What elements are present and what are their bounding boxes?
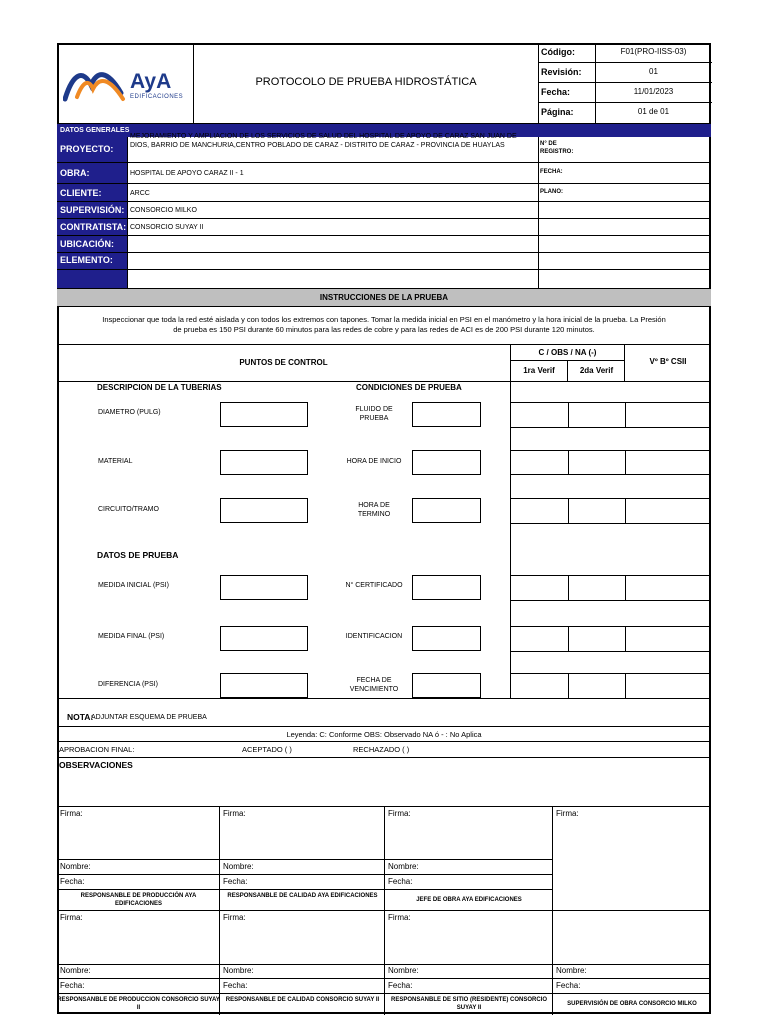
approval-aceptado[interactable]: ACEPTADO ( ) [242, 745, 292, 754]
medida-final-label: MEDIDA FINAL (PSI) [98, 633, 165, 640]
vb-header: Vº Bº CSII [649, 357, 687, 366]
verif-1-header: 1ra Verif [523, 366, 555, 375]
role-residente-suyay: RESPONSANBLE DE SITIO (RESIDENTE) CONSORCIO SUYAY II [390, 997, 547, 1011]
legend-text: Leyenda: C: Conforme OBS: Observado NA ó - : No Aplica [286, 730, 482, 739]
circuito-field[interactable] [220, 498, 308, 523]
legend-row [57, 726, 711, 742]
aya-logo [63, 63, 131, 103]
instructions-line-1: Inspeccionar que toda la red esté aislada y con todos los extremos con tapones. Tomar la medida inicial en PSI en el manómetro y la hora inicial de la prueba. La Presión [102, 315, 666, 324]
vencimiento-label-2: VENCIMIENTO [349, 686, 399, 693]
firma-label: Firma: [60, 913, 83, 922]
general-row-cliente [57, 184, 711, 202]
meta-label: Página: [541, 107, 574, 117]
obra-value: HOSPITAL DE APOYO CARAZ II - 1 [130, 170, 244, 177]
diametro-label: DIAMETRO (PULG) [98, 409, 161, 416]
instructions-line-2: de prueba es 150 PSI durante 60 minutos para las redes de cobre y para las redes de ACI es de 200 PSI durante 120 minutos. [173, 325, 595, 334]
nombre-label: Nombre: [388, 862, 419, 871]
nota-label: NOTA: [67, 712, 94, 722]
diferencia-label: DIFERENCIA (PSI) [98, 681, 158, 688]
nombre-label: Nombre: [60, 966, 91, 975]
fecha-sign-label: Fecha: [223, 981, 248, 990]
hora-termino-label-1: HORA DE [358, 502, 390, 509]
fecha-sign-label: Fecha: [388, 981, 413, 990]
hora-inicio-field[interactable] [412, 450, 481, 475]
hora-termino-label-2: TERMINO [357, 511, 391, 518]
role-calidad-suyay: RESPONSANBLE DE CALIDAD CONSORCIO SUYAY II [225, 997, 380, 1003]
role-produccion-aya: RESPONSANBLE DE PRODUCCIÓN AYA EDIFICACIONES [80, 893, 197, 907]
medida-final-field[interactable] [220, 626, 308, 651]
cliente-value: ARCC [130, 190, 150, 197]
diferencia-field[interactable] [220, 673, 308, 698]
material-field[interactable] [220, 450, 308, 475]
general-row-elemento [57, 253, 711, 270]
brand-sub: EDIFICACIONES [130, 94, 184, 100]
general-row-empty [57, 270, 711, 288]
supervision-value: CONSORCIO MILKO [130, 207, 197, 214]
firma-label: Firma: [60, 809, 83, 818]
instructions-bar [57, 288, 711, 307]
diametro-field[interactable] [220, 402, 308, 427]
approval-rechazado[interactable]: RECHAZADO ( ) [353, 745, 410, 754]
ubicacion-label: UBICACIÓN: [60, 239, 114, 249]
nombre-label: Nombre: [388, 966, 419, 975]
hora-termino-field[interactable] [412, 498, 481, 523]
header [57, 43, 711, 123]
fecha-sign-label: Fecha: [388, 877, 413, 886]
instructions-body [57, 307, 711, 345]
fecha-sign-label: Fecha: [60, 877, 85, 886]
brand-name: AyA [130, 70, 172, 93]
control-header [57, 345, 711, 382]
cobs-header: C / OBS / NA (-) [538, 348, 597, 357]
nombre-label: Nombre: [223, 966, 254, 975]
meta-label: Fecha: [541, 87, 571, 97]
hora-inicio-label: HORA DE INICIO [346, 458, 402, 465]
medida-inicial-label: MEDIDA INICIAL (PSI) [98, 582, 169, 589]
signature-block-2 [57, 910, 711, 1014]
fluido-label-2: PRUEBA [359, 415, 389, 422]
general-row-supervision [57, 202, 711, 219]
identificacion-label: IDENTIFICACION [345, 633, 403, 640]
contratista-label: CONTRATISTA: [60, 222, 127, 232]
signature-block-1 [57, 806, 711, 910]
cliente-label: CLIENTE: [60, 188, 102, 198]
role-calidad-aya: RESPONSANBLE DE CALIDAD AYA EDIFICACIONES [227, 893, 378, 899]
meta-value: 11/01/2023 [633, 87, 674, 96]
meta-value: F01(PRO-IISS-03) [620, 47, 687, 56]
document-title: PROTOCOLO DE PRUEBA HIDROSTÁTICA [255, 76, 477, 88]
contratista-value: CONSORCIO SUYAY II [130, 224, 204, 231]
approval-label: APROBACION FINAL: [59, 745, 135, 754]
puntos-de-control: PUNTOS DE CONTROL [239, 358, 328, 367]
verif-2-header: 2da Verif [579, 366, 614, 375]
elemento-label: ELEMENTO: [60, 255, 113, 265]
datos-prueba-title: DATOS DE PRUEBA [97, 550, 179, 560]
material-label: MATERIAL [98, 458, 133, 465]
approval-row [57, 742, 711, 758]
general-row-ubicacion [57, 236, 711, 253]
fluido-label-1: FLUIDO DE [355, 406, 393, 413]
nota-row [57, 698, 711, 726]
firma-label: Firma: [388, 913, 411, 922]
meta-value: 01 [649, 67, 658, 76]
logo-box [57, 43, 194, 123]
fluido-field[interactable] [412, 402, 481, 427]
proyecto-label: PROYECTO: [60, 144, 114, 154]
supervision-label: SUPERVISIÓN: [60, 205, 125, 215]
nombre-label: Nombre: [223, 862, 254, 871]
observaciones-title: OBSERVACIONES [59, 760, 133, 770]
general-row-contratista [57, 219, 711, 236]
general-row-obra [57, 163, 711, 184]
observaciones-area[interactable] [57, 758, 711, 806]
fecha-label: FECHA: [540, 169, 563, 175]
meta-row [539, 103, 712, 123]
nota-text: ADJUNTAR ESQUEMA DE PRUEBA [91, 714, 207, 721]
meta-table [538, 43, 711, 123]
desc-tuberias-title: DESCRIPCION DE LA TUBERIAS [97, 383, 222, 392]
datos-generales-title: DATOS GENERALES [60, 127, 130, 134]
firma-label: Firma: [223, 913, 246, 922]
nombre-label: Nombre: [556, 966, 587, 975]
meta-label: Revisión: [541, 67, 582, 77]
role-produccion-suyay: RESPONSANBLE DE PRODUCCION CONSORCIO SUYAY II [57, 997, 220, 1011]
certificado-field[interactable] [412, 575, 481, 600]
general-row-proyecto [57, 133, 711, 163]
fecha-sign-label: Fecha: [223, 877, 248, 886]
meta-row [539, 63, 712, 83]
vencimiento-label-1: FECHA DE [356, 677, 392, 684]
fecha-sign-label: Fecha: [60, 981, 85, 990]
circuito-label: CIRCUITO/TRAMO [98, 506, 159, 513]
verification-grid [510, 382, 711, 698]
registro-label: N° DE REGISTRO: [540, 141, 574, 155]
fecha-sign-label: Fecha: [556, 981, 581, 990]
cond-prueba-title: CONDICIONES DE PRUEBA [356, 383, 462, 392]
vencimiento-field[interactable] [412, 673, 481, 698]
medida-inicial-field[interactable] [220, 575, 308, 600]
firma-label: Firma: [223, 809, 246, 818]
role-jefe-obra-aya: JEFE DE OBRA AYA EDIFICACIONES [416, 897, 522, 903]
instructions-title: INSTRUCCIONES DE LA PRUEBA [319, 293, 449, 302]
role-supervision-milko: SUPERVISIÓN DE OBRA CONSORCIO MILKO [567, 1001, 697, 1007]
meta-row [539, 43, 712, 63]
certificado-label: N° CERTIFICADO [345, 582, 403, 589]
firma-label: Firma: [388, 809, 411, 818]
plano-label: PLANO: [540, 189, 563, 195]
proyecto-value: MEJORAMIENTO Y AMPLIACION DE LOS SERVICIOS DE SALUD DEL HOSPITAL DE APOYO DE CARAZ SAN JUAN DE DIOS, BARRIO DE MANCHURIA,CENTRO POBLADO DE CARAZ - DISTRITO DE CARAZ - PROVINCIA DE HUAYLAS [130, 133, 517, 149]
nombre-label: Nombre: [60, 862, 91, 871]
meta-row [539, 83, 712, 103]
meta-value: 01 de 01 [637, 107, 670, 116]
identificacion-field[interactable] [412, 626, 481, 651]
firma-label: Firma: [556, 809, 579, 818]
meta-label: Código: [541, 47, 575, 57]
obra-label: OBRA: [60, 168, 90, 178]
